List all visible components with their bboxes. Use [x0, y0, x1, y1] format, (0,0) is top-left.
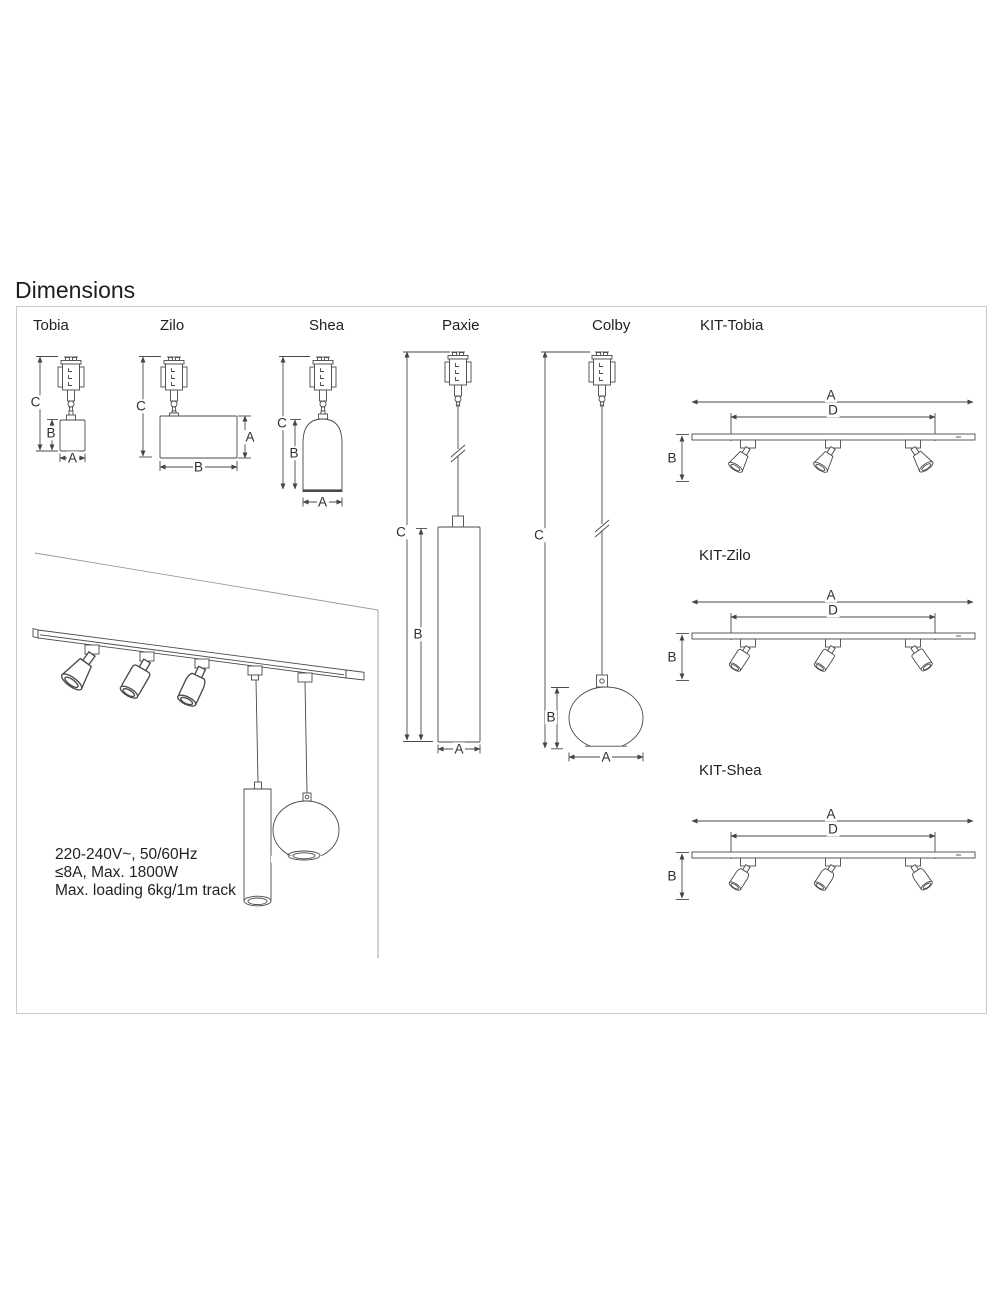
shea-dim-b: B [289, 445, 299, 461]
kit-shea-dim-d: D [828, 821, 838, 837]
colby-dim-b: B [546, 709, 556, 725]
kit-tobia-dim-b: B [667, 450, 677, 466]
tobia-dim-c: C [30, 394, 41, 410]
zilo-drawing [139, 357, 251, 475]
colby-dim-a: A [601, 749, 611, 765]
label-colby: Colby [592, 317, 631, 334]
kit-zilo-drawing [676, 602, 975, 681]
kit-tobia-dim-d: D [828, 402, 838, 418]
kit-zilo-dim-a: A [826, 587, 836, 603]
kit-tobia-dim-a: A [826, 387, 836, 403]
spec-voltage: 220-240V~, 50/60Hz [55, 846, 198, 863]
zilo-dim-c: C [136, 398, 146, 414]
zilo-dim-a: A [245, 429, 255, 445]
label-zilo: Zilo [160, 317, 185, 334]
paxie-dim-b: B [413, 626, 423, 642]
label-kit-shea: KIT-Shea [699, 762, 762, 779]
shea-dim-c: C [277, 415, 287, 431]
paxie-drawing [403, 352, 480, 757]
label-tobia: Tobia [33, 317, 69, 334]
kit-zilo-dim-d: D [828, 602, 838, 618]
label-kit-tobia: KIT-Tobia [700, 317, 764, 334]
shea-dim-a: A [317, 494, 328, 510]
kit-shea-dim-a: A [826, 806, 836, 822]
tobia-dim-a: A [67, 450, 78, 466]
paxie-dim-a: A [454, 741, 464, 757]
colby-dim-c: C [534, 527, 544, 543]
label-paxie: Paxie [442, 317, 480, 334]
spec-current: ≤8A, Max. 1800W [55, 863, 179, 881]
electrical-specs [55, 846, 236, 899]
zilo-dim-b: B [193, 459, 204, 475]
shea-drawing [279, 357, 342, 510]
spec-loading: Max. loading 6kg/1m track [55, 881, 236, 899]
colby-drawing [541, 352, 646, 765]
kit-shea-dim-b: B [667, 868, 677, 884]
label-kit-zilo: KIT-Zilo [699, 547, 751, 564]
paxie-dim-c: C [396, 524, 406, 540]
kit-zilo-dim-b: B [667, 649, 677, 665]
label-shea: Shea [309, 317, 345, 334]
kit-tobia-drawing [676, 402, 975, 482]
tobia-dim-b: B [46, 425, 56, 441]
page-title: Dimensions [15, 277, 136, 303]
tobia-drawing [36, 357, 85, 466]
kit-shea-drawing [676, 821, 975, 900]
